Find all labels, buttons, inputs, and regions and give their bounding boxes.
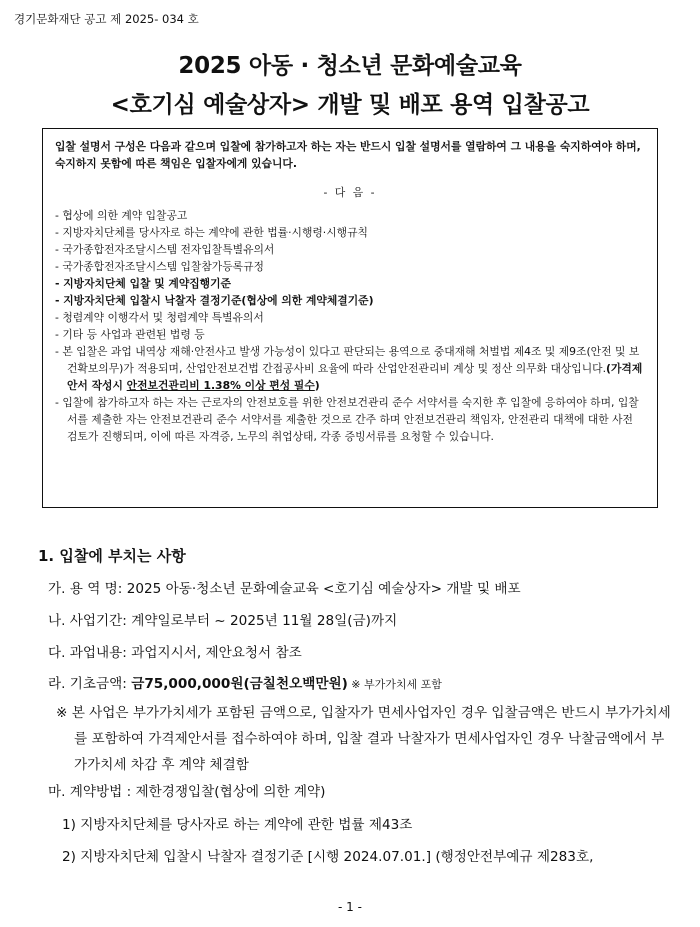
list-item: - 기타 등 사업과 관련된 법령 등 (55, 328, 205, 341)
safety-bold-end: ) (314, 379, 320, 392)
safety-notice (55, 343, 645, 394)
page-title-line1: 2025 아동 · 청소년 문화예술교육 (178, 53, 522, 79)
row-content: 다. 과업내용: 과업지시서, 제안요청서 참조 (48, 645, 302, 661)
safety-bold-text: (가격제안서 작성시 (67, 362, 643, 392)
row-service-name: 가. 용 역 명: 2025 아동·청소년 문화예술교육 <호기심 예술상자> 개발 및 배포 (48, 581, 521, 597)
notice-number: 경기문화재단 공고 제 2025- 034 호 (14, 12, 199, 26)
row-base-amount (48, 672, 442, 692)
daum-heading: - 다 음 - (323, 186, 377, 199)
list-item: - 국가종합전자조달시스템 입찰참가등록규정 (55, 260, 264, 273)
vat-note: ※ 부가가치세 포함 (347, 678, 442, 691)
row-period: 나. 사업기간: 계약일로부터 ~ 2025년 11월 28일(금)까지 (48, 613, 398, 629)
section-heading: 1. 입찰에 부치는 사항 (38, 547, 186, 565)
page-number: - 1 - (338, 900, 362, 914)
bid-description-box (42, 128, 658, 508)
safety-underline-text: 안전보건관리비 1.38% 이상 편성 필수 (126, 379, 315, 392)
page-title-line2: <호기심 예술상자> 개발 및 배포 용역 입찰공고 (110, 92, 590, 118)
list-item: - 협상에 의한 계약 입찰공고 (55, 209, 188, 222)
base-amount-label: 라. 기초금액: (48, 676, 132, 692)
safety-main-text: - 본 입찰은 과업 내역상 재해·안전사고 발생 가능성이 있다고 판단되는 용역으로 중대재해 처벌법 제4조 및 제9조(안전 및 보건확보의무)가 적용되며, 산업안전보건법 간접공사비 요율에 따라 산업안전관리비 계상 및 정산 의무화 대상입니다. (55, 345, 640, 375)
base-amount-value: 금75,000,000원(금칠천오백만원) (131, 676, 348, 692)
list-item: - 지방자치단체 입찰 및 계약집행기준 (55, 277, 231, 290)
list-item: - 국가종합전자조달시스템 전자입찰특별유의서 (55, 243, 275, 256)
intro-text: 입찰 설명서 구성은 다음과 같으며 입찰에 참가하고자 하는 자는 반드시 입찰 설명서를 열람하여 그 내용을 숙지하여야 하며, 숙지하지 못함에 따른 책임은 입찰자에게 있습니다. (55, 140, 641, 170)
vat-explanation: ※ 본 사업은 부가가치세가 포함된 금액으로, 입찰자가 면세사업자인 경우 입찰금액은 반드시 부가가치세를 포함하여 가격제안서를 접수하여야 하며, 입찰 결과 낙찰자가 면세사업자인 경우 낙찰금액에서 부가가치세 차감 후 계약 체결함 (56, 705, 671, 773)
row-contract-law-2: 2) 지방자치단체 입찰시 낙찰자 결정기준 [시행 2024.07.01.] (행정안전부예규 제283호, (62, 849, 594, 865)
row-contract-method: 마. 계약방법 : 제한경쟁입찰(협상에 의한 계약) (48, 784, 326, 800)
list-item: - 지방자치단체를 당사자로 하는 계약에 관한 법률·시행령·시행규칙 (55, 226, 368, 239)
row-contract-law-1: 1) 지방자치단체를 당사자로 하는 계약에 관한 법률 제43조 (62, 817, 413, 833)
pledge-notice: - 입찰에 참가하고자 하는 자는 근로자의 안전보호를 위한 안전보건관리 준수 서약서를 숙지한 후 입찰에 응하여야 하며, 입찰서를 제출한 자는 안전보건관리 준수 서약서를 제출한 것으로 간주 하며 안전보건관리 책임자, 안전관리 대책에 대한 사전 검토가 진행되며, 이에 따른 자격증, 노무의 취업상태, 각종 증빙서류를 요청할 수 있습니다. (55, 396, 639, 443)
list-item: - 청렴계약 이행각서 및 청렴계약 특별유의서 (55, 311, 264, 324)
list-item: - 지방자치단체 입찰시 낙찰자 결정기준(협상에 의한 계약체결기준) (55, 294, 374, 307)
